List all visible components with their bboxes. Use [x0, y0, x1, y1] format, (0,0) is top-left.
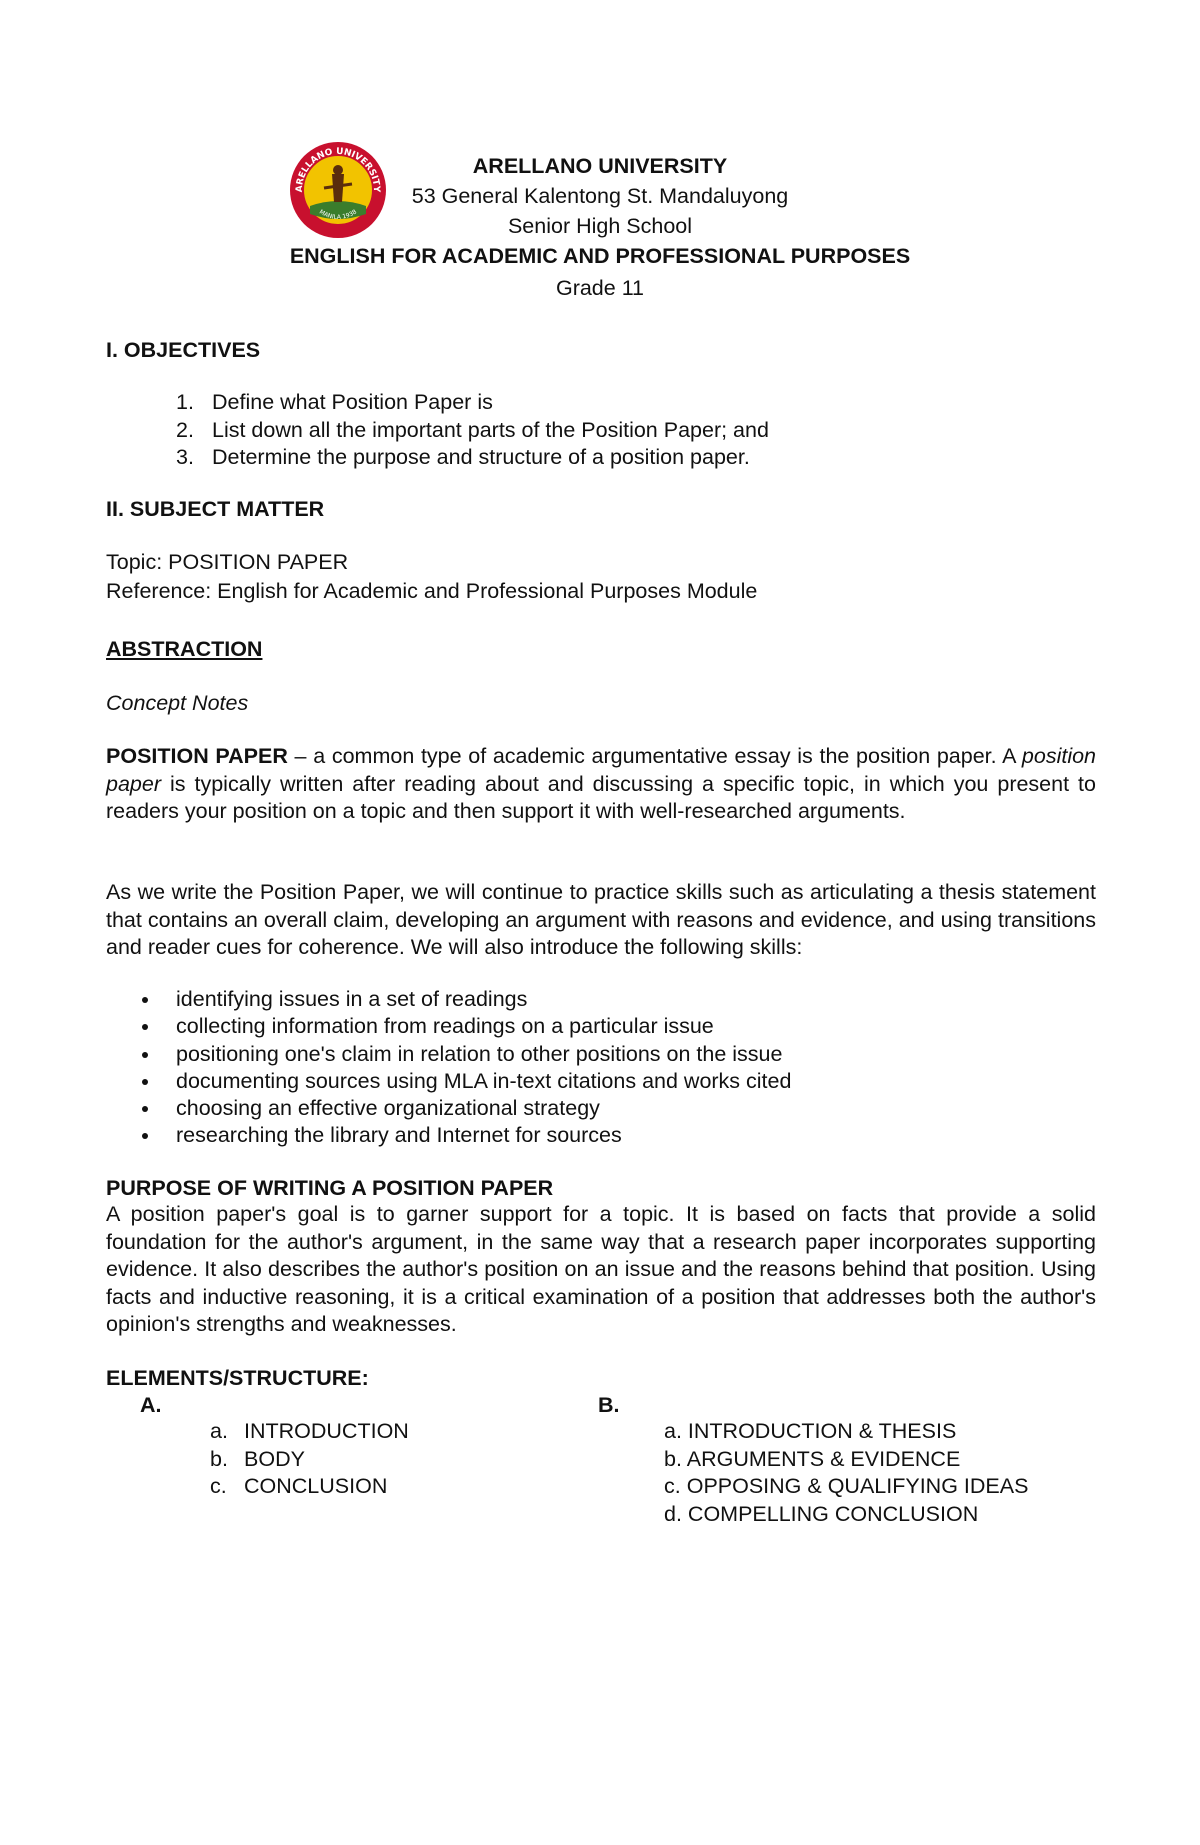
objective-text: Define what Position Paper is	[212, 390, 493, 414]
skill-item	[142, 1041, 791, 1068]
item-letter: a.	[664, 1419, 682, 1443]
bullet-icon	[142, 1079, 148, 1085]
column-a-list	[210, 1418, 409, 1501]
bullet-icon	[142, 997, 148, 1003]
definition-term: POSITION PAPER	[106, 744, 288, 768]
logo-top-text: ARELLANO UNIVERSITY	[294, 146, 382, 193]
column-a-label: A.	[140, 1393, 162, 1417]
objective-text: Determine the purpose and structure of a position paper.	[212, 445, 750, 469]
logo-bottom-text: MANILA 1938	[317, 208, 359, 221]
subject-topic: Topic: POSITION PAPER	[106, 550, 349, 574]
item-text: INTRODUCTION	[244, 1419, 409, 1443]
objective-item	[176, 389, 769, 417]
structure-item	[664, 1446, 1028, 1474]
skill-item	[142, 1068, 791, 1095]
item-letter: a.	[210, 1419, 228, 1443]
bullet-icon	[142, 1052, 148, 1058]
item-text: COMPELLING CONCLUSION	[687, 1501, 979, 1526]
objectives-heading: I. OBJECTIVES	[106, 338, 261, 362]
column-b-label: B.	[598, 1393, 620, 1417]
item-text: BODY	[244, 1446, 305, 1471]
skill-text: collecting information from readings on a particular issue	[176, 1014, 714, 1039]
purpose-paragraph: A position paper's goal is to garner support for a topic. It is based on facts that provide a solid foundation for the author's argument, in the same way that a research paper incorporates supporting evidence. It also describes the author's position on an issue and the reasons behind that position. Using facts and inductive reasoning, it is a critical examination of a position that addresses both the author's opinion's strengths and weaknesses.	[106, 1202, 1096, 1336]
structure-item	[210, 1418, 409, 1446]
skill-item	[142, 1122, 791, 1149]
skill-text: researching the library and Internet for sources	[176, 1123, 622, 1148]
objective-text: List down all the important parts of the Position Paper; and	[212, 417, 769, 442]
item-letter: d.	[664, 1501, 682, 1526]
course-title: ENGLISH FOR ACADEMIC AND PROFESSIONAL PURPOSES	[289, 244, 911, 268]
skill-item	[142, 986, 791, 1013]
column-b-list	[664, 1418, 1028, 1528]
item-text: CONCLUSION	[244, 1474, 388, 1498]
objective-number: 3.	[176, 445, 194, 469]
definition-italic-term: position paper	[106, 744, 1097, 796]
bullet-icon	[142, 1024, 148, 1030]
item-text: ARGUMENTS & EVIDENCE	[686, 1446, 961, 1471]
structure-item	[210, 1446, 409, 1474]
item-letter: b.	[210, 1446, 228, 1471]
objective-item	[176, 417, 769, 445]
objective-number: 1.	[176, 390, 194, 414]
structure-item	[210, 1473, 409, 1501]
skill-text: choosing an effective organizational strategy	[176, 1096, 600, 1121]
skills-list	[142, 986, 791, 1150]
structure-item	[664, 1501, 1028, 1529]
objectives-list	[176, 389, 769, 472]
purpose-heading: PURPOSE OF WRITING A POSITION PAPER	[106, 1176, 554, 1200]
university-address: 53 General Kalentong St. Mandaluyong	[411, 184, 789, 208]
objective-item	[176, 444, 769, 472]
skill-item	[142, 1013, 791, 1040]
bullet-icon	[142, 1133, 148, 1139]
subject-reference: Reference: English for Academic and Professional Purposes Module	[106, 579, 758, 603]
item-letter: b.	[664, 1446, 682, 1471]
skill-text: identifying issues in a set of readings	[176, 987, 528, 1011]
university-name: ARELLANO UNIVERSITY	[472, 154, 728, 178]
definition-dash: –	[287, 744, 314, 768]
position-paper-definition	[106, 743, 1096, 826]
skill-text: documenting sources using MLA in-text citations and works cited	[176, 1068, 792, 1093]
school-name: Senior High School	[507, 214, 693, 238]
elements-heading: ELEMENTS/STRUCTURE:	[106, 1366, 369, 1390]
item-letter: c.	[210, 1474, 227, 1498]
definition-part2: is typically written after reading about and discussing a specific topic, in which you present to readers your position on a topic and then support it with well-researched arguments.	[106, 771, 1096, 823]
item-letter: c.	[664, 1474, 681, 1498]
skill-item	[142, 1095, 791, 1122]
abstraction-heading: ABSTRACTION	[106, 637, 263, 661]
bullet-icon	[142, 1106, 148, 1112]
subject-matter-heading: II. SUBJECT MATTER	[106, 497, 325, 521]
skills-intro-paragraph: As we write the Position Paper, we will continue to practice skills such as articulating a thesis statement that contains an overall claim, developing an argument with reasons and evidence, and using transitions and reader cues for coherence. We will also introduce the following skills:	[106, 880, 1096, 959]
grade-level: Grade 11	[555, 276, 645, 300]
concept-notes-subheading: Concept Notes	[106, 691, 249, 715]
item-text: OPPOSING & QUALIFYING IDEAS	[686, 1474, 1029, 1498]
skill-text: positioning one's claim in relation to other positions on the issue	[176, 1041, 783, 1066]
structure-item	[664, 1473, 1028, 1501]
item-text: INTRODUCTION & THESIS	[687, 1419, 957, 1443]
objective-number: 2.	[176, 417, 194, 442]
structure-item	[664, 1418, 1028, 1446]
definition-part1: a common type of academic argumentative essay is the position paper. A	[313, 744, 1022, 768]
